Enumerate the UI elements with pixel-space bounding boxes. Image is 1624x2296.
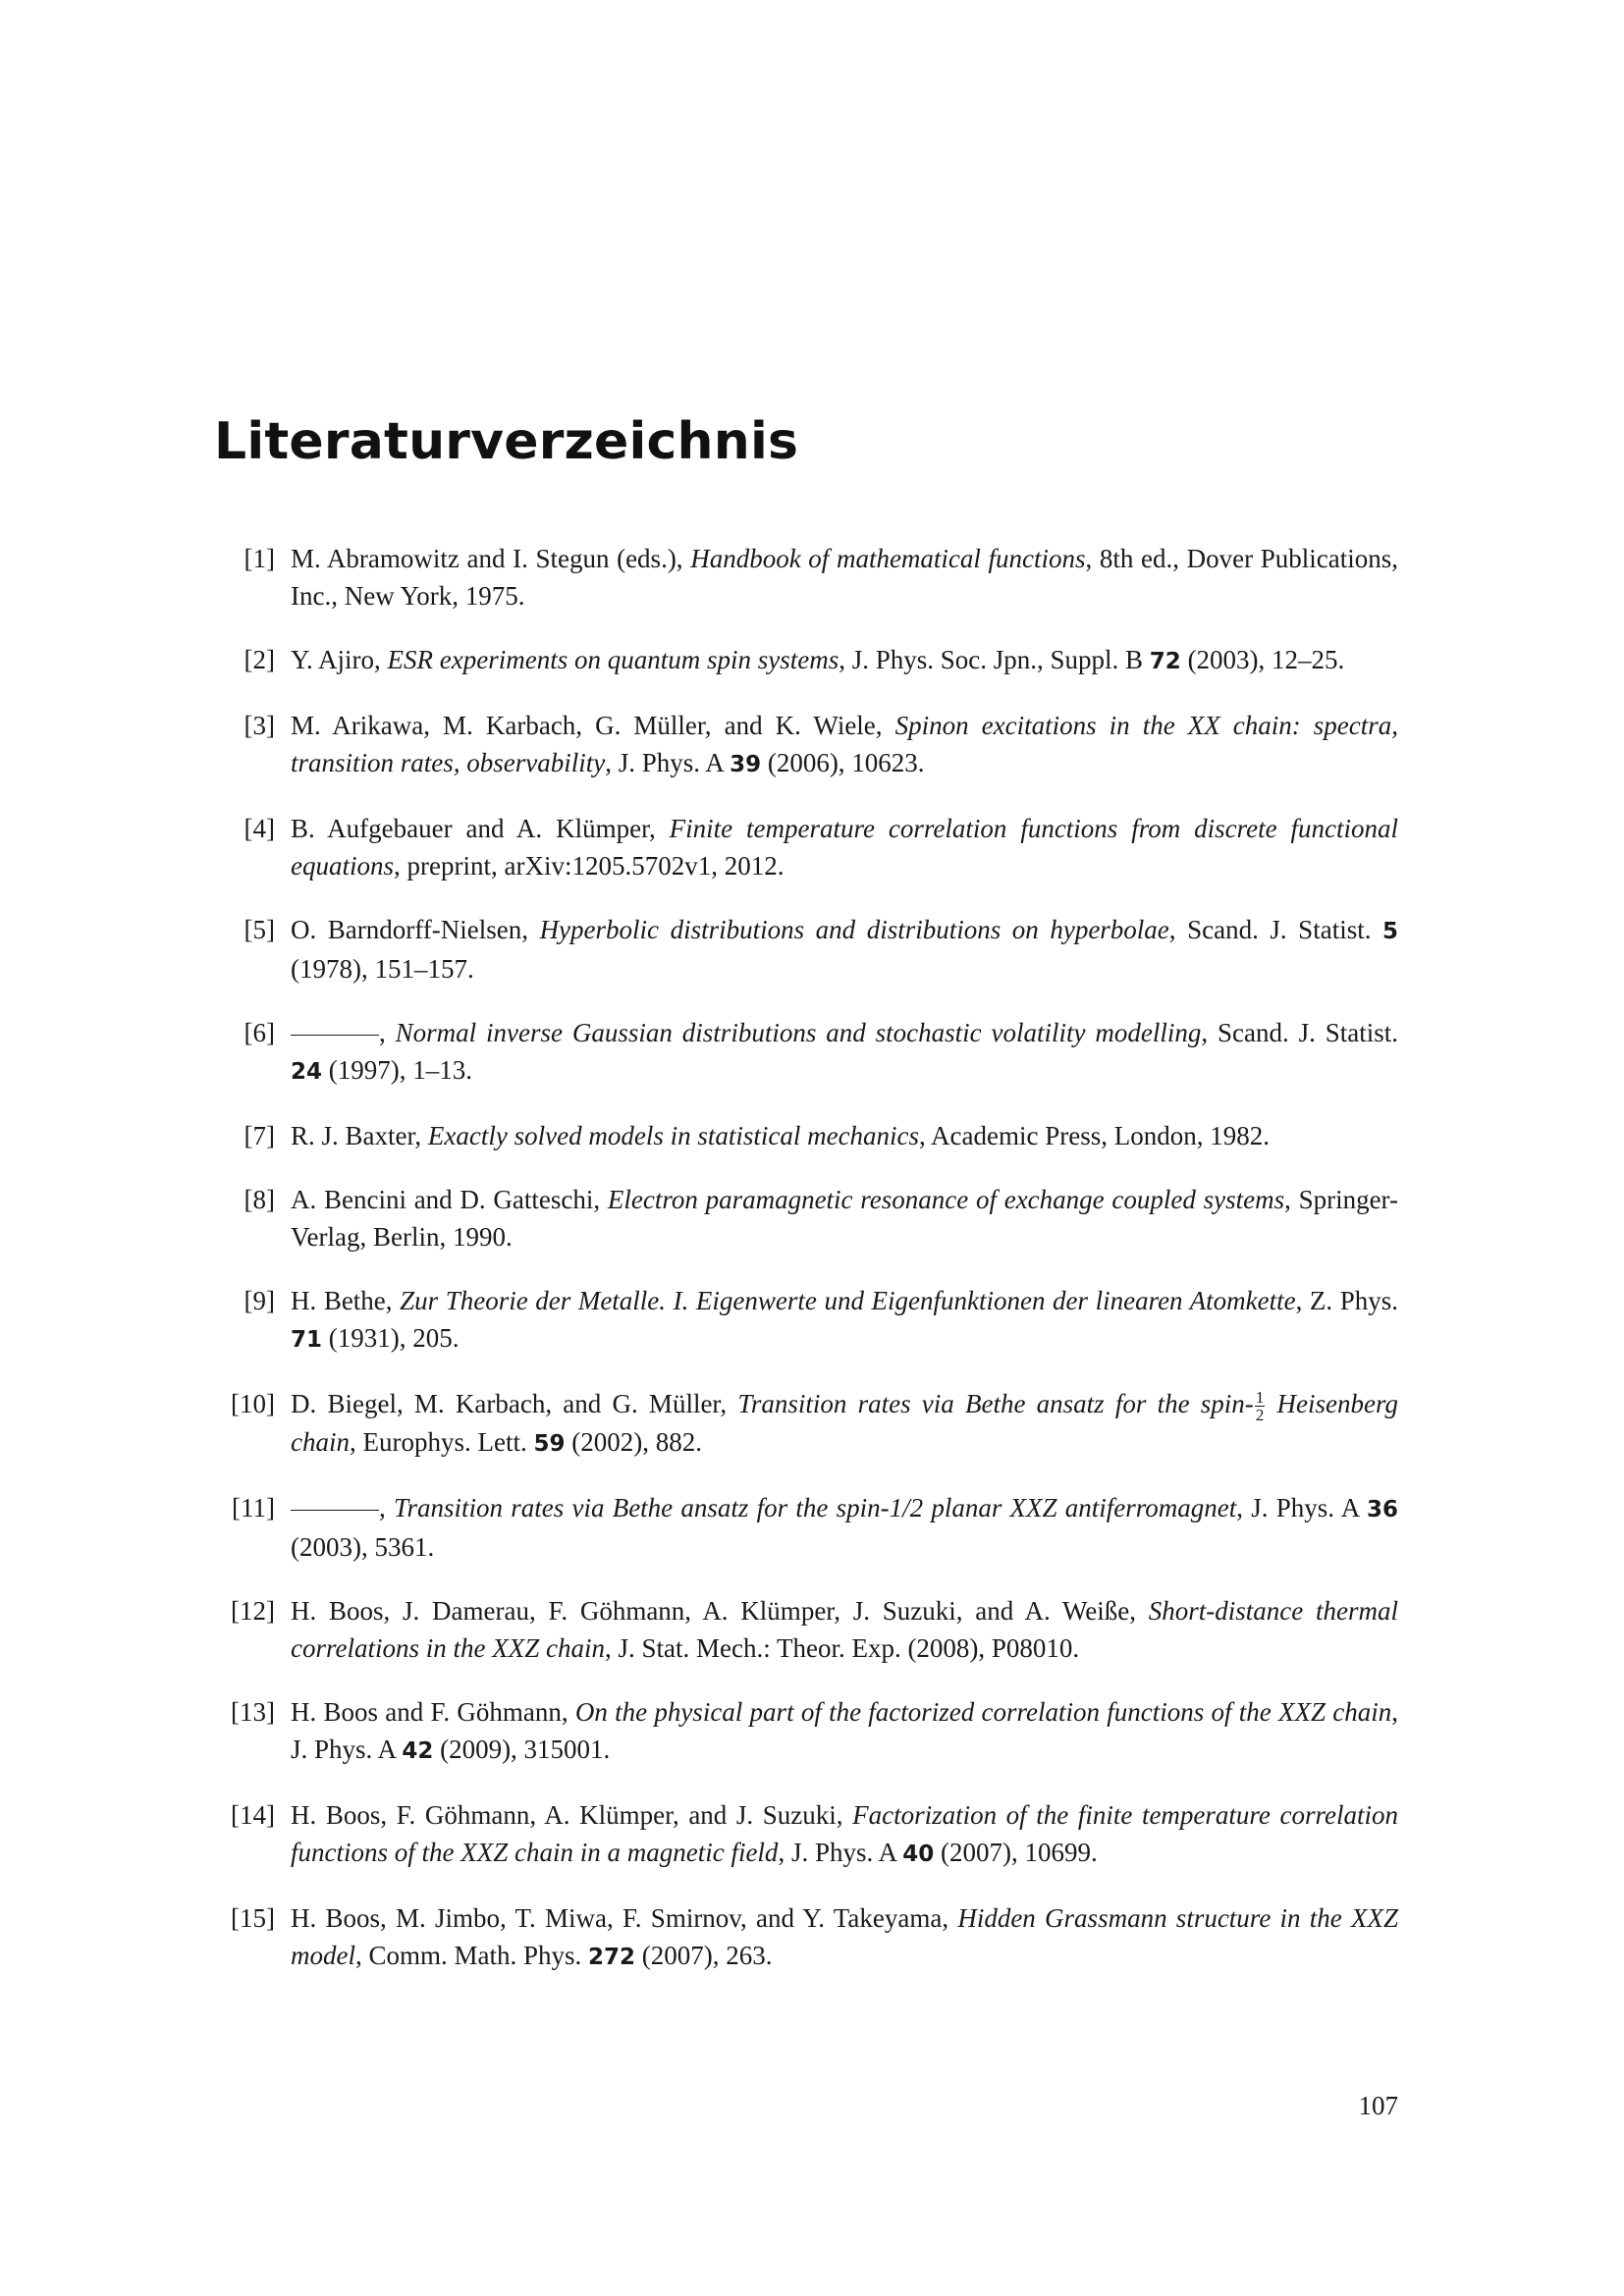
reference-entry (214, 911, 1398, 988)
reference-entry (214, 540, 1398, 614)
reference-title: Hyperbolic distributions and distributions on hyperbolae (539, 915, 1169, 944)
reference-title: Transition rates via Bethe ansatz for the spin- (737, 1389, 1254, 1418)
reference-number: [15] (231, 1902, 275, 1933)
reference-title: Hidden Grassmann structure in the XXZ model (291, 1902, 1399, 1970)
reference-details: (2006), 10623. (767, 748, 925, 777)
reference-authors: B. Aufgebauer and A. Klümper, (291, 814, 656, 843)
reference-entry (214, 1592, 1398, 1667)
reference-number: [1] (244, 544, 275, 573)
reference-authors: H. Boos, F. Göhmann, A. Klümper, and J. Suzuki, (291, 1799, 843, 1830)
reference-number: [4] (244, 814, 275, 843)
reference-title: Factorization of the finite temperature correlation functions of the XXZ chain in a magnetic field (291, 1799, 1398, 1867)
reference-details: (1931), 205. (328, 1323, 460, 1353)
reference-entry (214, 1282, 1398, 1359)
reference-authors: H. Bethe, (291, 1286, 393, 1315)
page-number: 107 (1358, 2091, 1398, 2120)
reference-details: (2009), 315001. (440, 1734, 611, 1764)
reference-journal: , J. Phys. A (778, 1837, 896, 1867)
reference-title: Zur Theorie der Metalle. I. Eigenwerte und Eigenfunktionen der linearen Atomkette (400, 1286, 1296, 1315)
reference-volume: 272 (588, 1944, 636, 1970)
reference-number: [6] (244, 1018, 275, 1047)
reference-title: On the physical part of the factorized correlation functions of the XXZ chain (574, 1696, 1392, 1727)
reference-volume: 5 (1382, 919, 1399, 944)
reference-entry (214, 641, 1398, 680)
reference-details: (1978), 151–157. (291, 954, 474, 984)
reference-number: [8] (244, 1185, 275, 1214)
reference-number: [12] (231, 1595, 275, 1626)
reference-title: Electron paramagnetic resonance of exchange coupled systems (607, 1185, 1285, 1214)
reference-volume: 59 (533, 1430, 566, 1457)
same-author-dash (291, 1510, 379, 1511)
reference-journal: , 8th ed., Dover Publications, Inc., New York, 1975. (291, 544, 1399, 611)
reference-number: [2] (244, 645, 275, 674)
reference-journal: , Academic Press, London, 1982. (919, 1121, 1270, 1150)
reference-entry (214, 1385, 1398, 1463)
reference-details: (2003), 5361. (291, 1531, 435, 1562)
reference-details: (2007), 263. (641, 1940, 773, 1970)
reference-volume: 36 (1366, 1496, 1398, 1522)
reference-number: [3] (244, 711, 275, 740)
reference-journal: , Scand. J. Statist. (1168, 915, 1372, 944)
reference-volume: 40 (902, 1841, 935, 1867)
fraction-denominator: 2 (1255, 1405, 1265, 1424)
reference-authors: R. J. Baxter, (291, 1121, 422, 1150)
reference-entry (214, 707, 1398, 783)
reference-authors: O. Barndorff-Nielsen, (291, 915, 528, 944)
reference-details: (2002), 882. (571, 1426, 702, 1457)
reference-entry (214, 1693, 1398, 1770)
reference-journal: , J. Phys. A (1236, 1492, 1359, 1522)
reference-number: [7] (244, 1121, 275, 1150)
reference-number: [14] (231, 1799, 275, 1830)
fraction-one-half (1255, 1389, 1266, 1423)
reference-journal: , J. Phys. A (291, 1696, 1398, 1764)
same-author-dash (291, 1035, 379, 1036)
reference-authors: H. Boos, M. Jimbo, T. Miwa, F. Smirnov, and Y. Takeyama, (291, 1902, 949, 1933)
reference-title: Spinon excitations in the XX chain: spectra, transition rates, observability (291, 711, 1398, 777)
reference-number: [5] (244, 915, 275, 944)
reference-volume: 42 (402, 1737, 434, 1764)
page-title: Literaturverzeichnis (214, 412, 799, 471)
reference-journal: , J. Phys. Soc. Jpn., Suppl. B (839, 645, 1144, 674)
reference-title-continued: Heisenberg chain (291, 1389, 1398, 1457)
reference-volume: 24 (291, 1059, 323, 1085)
reference-volume: 72 (1149, 649, 1181, 674)
reference-entry: [11] , Transition rates via Bethe ansatz for the spin-1/2 planar XXZ antiferromagnet, J. Phys. A 36 (2003), 5361. (214, 1489, 1398, 1566)
reference-title: Normal inverse Gaussian distributions and stochastic volatility modelling (395, 1018, 1202, 1047)
reference-entry (214, 1796, 1398, 1873)
reference-title: Handbook of mathematical functions (690, 544, 1086, 573)
reference-entry (214, 1117, 1398, 1154)
reference-journal: , J. Stat. Mech.: Theor. Exp. (2008), P08010. (604, 1632, 1080, 1663)
reference-entry: [6] , Normal inverse Gaussian distributions and stochastic volatility modelling, Scand. J. Statist. 24 (1997), 1–13. (214, 1014, 1398, 1091)
reference-title: Short-distance thermal correlations in the XXZ chain (291, 1595, 1398, 1663)
reference-title: Exactly solved models in statistical mechanics (427, 1121, 920, 1150)
reference-title: Finite temperature correlation functions from discrete functional equations (291, 814, 1399, 881)
reference-volume: 71 (291, 1327, 323, 1353)
reference-authors: Y. Ajiro, (291, 645, 381, 674)
reference-journal: , preprint, arXiv:1205.5702v1, 2012. (394, 851, 785, 881)
reference-entry (214, 1181, 1398, 1255)
reference-journal: , Scand. J. Statist. (1201, 1018, 1398, 1047)
reference-title: ESR experiments on quantum spin systems (387, 645, 839, 674)
reference-authors: H. Boos and F. Göhmann, (291, 1696, 568, 1727)
fraction-numerator: 1 (1255, 1387, 1265, 1407)
reference-number: [13] (231, 1696, 275, 1727)
reference-journal: , Europhys. Lett. (350, 1426, 527, 1457)
reference-entry (214, 810, 1398, 884)
reference-title: Transition rates via Bethe ansatz for the spin-1/2 planar XXZ antiferromagnet (393, 1492, 1237, 1522)
reference-authors: H. Boos, J. Damerau, F. Göhmann, A. Klümper, J. Suzuki, and A. Weiße, (291, 1595, 1137, 1626)
reference-details: (2003), 12–25. (1187, 645, 1345, 674)
reference-number: [10] (231, 1389, 275, 1418)
reference-volume: 39 (730, 752, 762, 777)
reference-authors: M. Arikawa, M. Karbach, G. Müller, and K. Wiele, (291, 711, 883, 740)
reference-authors: M. Abramowitz and I. Stegun (eds.), (291, 544, 683, 573)
reference-authors: A. Bencini and D. Gatteschi, (291, 1185, 601, 1214)
reference-details: (1997), 1–13. (328, 1055, 472, 1085)
reference-details: (2007), 10699. (941, 1837, 1098, 1867)
reference-entry (214, 1899, 1398, 1976)
reference-journal: , Springer-Verlag, Berlin, 1990. (291, 1185, 1398, 1252)
reference-number: [9] (244, 1286, 275, 1315)
reference-authors: D. Biegel, M. Karbach, and G. Müller, (291, 1389, 728, 1418)
reference-journal: , Comm. Math. Phys. (354, 1940, 582, 1970)
reference-number: [11] (232, 1492, 275, 1522)
reference-journal: , Z. Phys. (1295, 1286, 1398, 1315)
reference-list (214, 540, 1398, 2002)
reference-journal: , J. Phys. A (605, 748, 724, 777)
